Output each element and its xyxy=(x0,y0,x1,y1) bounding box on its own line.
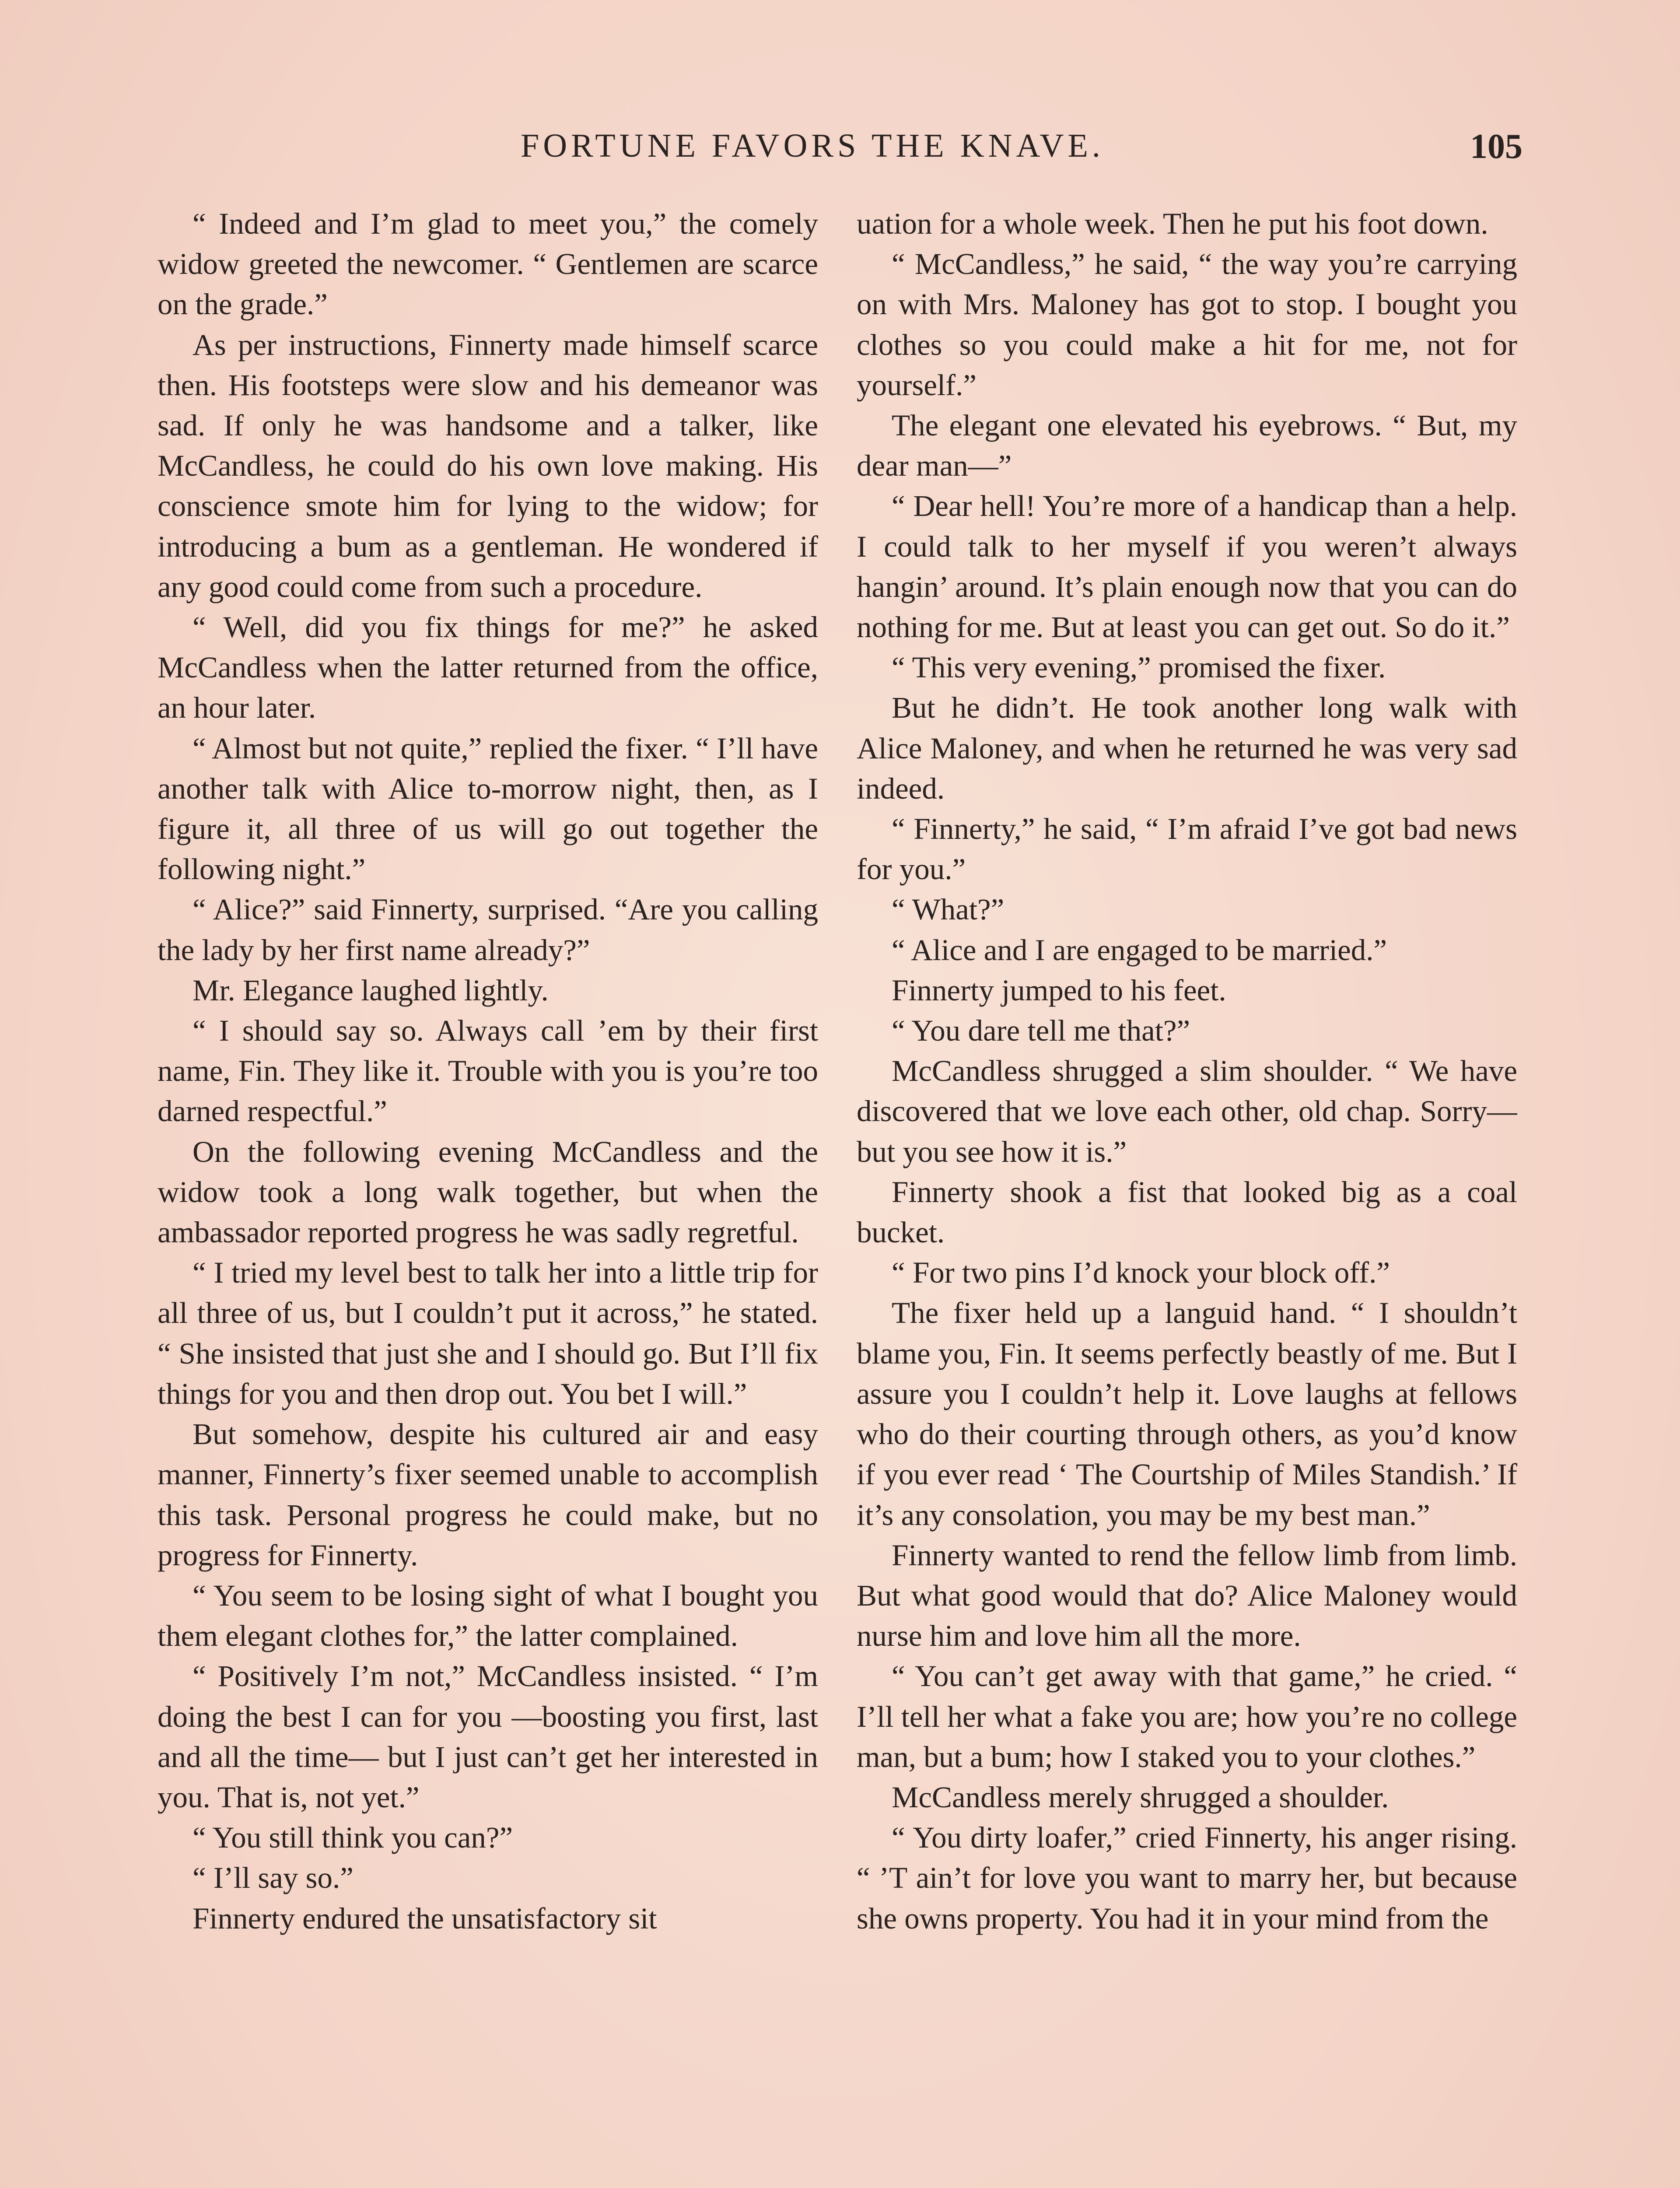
paragraph: “ McCandless,” he said, “ the way you’re carrying on with Mrs. Maloney has got to stop. I bought you clothes so you could make a hit for me, not for yourself.” xyxy=(857,247,1517,402)
paragraph: “ I’ll say so.” xyxy=(192,1861,354,1895)
paragraph: But he didn’t. He took another long walk with Alice Maloney, and when he returned he was very sad indeed. xyxy=(857,691,1517,805)
paragraph: McCandless shrugged a slim shoulder. “ We have discovered that we love each other, old chap. Sorry—but you see how it is.” xyxy=(857,1054,1517,1168)
paragraph: “ You dare tell me that?” xyxy=(892,1014,1190,1048)
paragraph: uation for a whole week. Then he put his foot down. xyxy=(857,207,1488,240)
paragraph: The elegant one elevated his eyebrows. “ But, my dear man—” xyxy=(857,409,1517,483)
paragraph: “ Almost but not quite,” replied the fixer. “ I’ll have another talk with Alice to-morrow night, then, as I figure it, all three of us will go out together the following night.” xyxy=(158,731,818,886)
paragraph: “ Alice and I are engaged to be married.” xyxy=(892,933,1387,967)
paragraph: “ Dear hell! You’re more of a handicap than a help. I could talk to her myself if you weren’t always hangin’ around. It’s plain enough now that you can do nothing for me. But at least you can get out. So do it.” xyxy=(857,489,1517,644)
paragraph: “ Well, did you fix things for me?” he asked McCandless when the latter returned from the office, an hour later. xyxy=(158,610,818,725)
paragraph: Mr. Elegance laughed lightly. xyxy=(192,973,549,1007)
paragraph: “ Positively I’m not,” McCandless insisted. “ I’m doing the best I can for you —boosting you first, last and all the time— but I just can’t get her interested in you. That is, not yet.” xyxy=(158,1659,818,1814)
paragraph: “ Finnerty,” he said, “ I’m afraid I’ve got bad news for you.” xyxy=(857,812,1517,886)
paragraph: McCandless merely shrugged a shoulder. xyxy=(892,1780,1389,1814)
left-text-column xyxy=(158,203,818,2188)
paragraph: On the following evening McCandless and the widow took a long walk together, but when the ambassador reported progress he was sadly regretful. xyxy=(158,1135,818,1249)
paragraph: “ Alice?” said Finnerty, surprised. “Are you calling the lady by her first name already?” xyxy=(158,893,818,967)
running-head xyxy=(158,127,1522,175)
paragraph: “ You dirty loafer,” cried Finnerty, his anger rising. “ ’T ain’t for love you want to marry her, but because she owns property. You had it in your mind from the xyxy=(857,1821,1517,1935)
right-text-column xyxy=(857,203,1517,2188)
running-title: FORTUNE FAVORS THE KNAVE. xyxy=(521,127,1104,164)
paragraph: “ For two pins I’d knock your block off.” xyxy=(892,1256,1390,1290)
paragraph: Finnerty endured the unsatisfactory sit xyxy=(192,1901,657,1935)
paragraph: “ I tried my level best to talk her into a little trip for all three of us, but I couldn’t put it across,” he stated. “ She insisted that just she and I should go. But I’ll fix things for you and then drop out. You bet I will.” xyxy=(158,1256,818,1410)
paragraph: As per instructions, Finnerty made himself scarce then. His footsteps were slow and his demeanor was sad. If only he was handsome and a talker, like McCandless, he could do his own love making. His conscience smote him for lying to the widow; for introducing a bum as a gentleman. He wondered if any good could come from such a procedure. xyxy=(158,328,818,603)
page-number: 105 xyxy=(1470,127,1522,166)
paragraph: Finnerty wanted to rend the fellow limb from limb. But what good would that do? Alice Maloney would nurse him and love him all the more. xyxy=(857,1538,1517,1653)
paragraph: “ You can’t get away with that game,” he cried. “ I’ll tell her what a fake you are; how you’re no college man, but a bum; how I staked you to your clothes.” xyxy=(857,1659,1517,1774)
paragraph: “ Indeed and I’m glad to meet you,” the comely widow greeted the newcomer. “ Gentlemen are scarce on the grade.” xyxy=(158,207,818,321)
paragraph: “ This very evening,” promised the fixer. xyxy=(892,651,1386,684)
paragraph: Finnerty shook a fist that looked big as a coal bucket. xyxy=(857,1175,1517,1249)
paragraph: “ What?” xyxy=(892,893,1004,926)
paragraph: “ You seem to be losing sight of what I bought you them elegant clothes for,” the latter complained. xyxy=(158,1578,818,1653)
paragraph: Finnerty jumped to his feet. xyxy=(892,973,1226,1007)
paragraph: “ I should say so. Always call ’em by their first name, Fin. They like it. Trouble with you is you’re too darned respectful.” xyxy=(158,1014,818,1128)
paragraph: “ You still think you can?” xyxy=(192,1821,513,1855)
paragraph: The fixer held up a languid hand. “ I shouldn’t blame you, Fin. It seems perfectly beastly of me. But I assure you I couldn’t help it. Love laughs at fellows who do their courting through others, as you’d know if you ever read ‘ The Courtship of Miles Standish.’ If it’s any consolation, you may be my best man.” xyxy=(857,1296,1517,1532)
paragraph: But somehow, despite his cultured air and easy manner, Finnerty’s fixer seemed unable to accomplish this task. Personal progress he could make, but no progress for Finnerty. xyxy=(158,1417,818,1572)
